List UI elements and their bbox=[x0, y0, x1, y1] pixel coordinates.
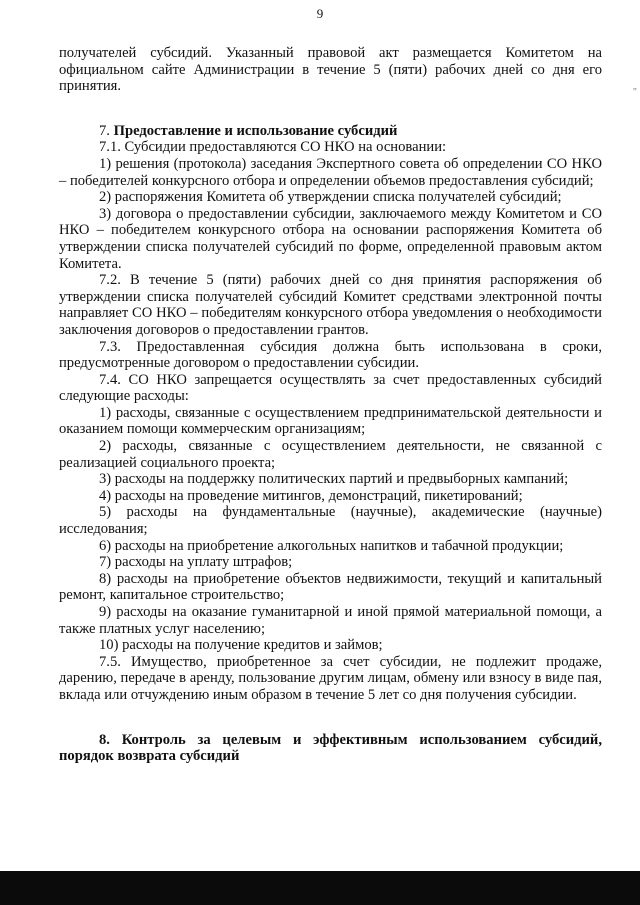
page-number: 9 bbox=[316, 6, 324, 21]
expense-item: 5) расходы на фундаментальные (научные), академические (научные) исследования; bbox=[59, 504, 602, 538]
expense-item: 3) расходы на поддержку политических партий и предвыборных кампаний; bbox=[99, 471, 569, 488]
expense-item: 9) расходы на оказание гуманитарной и иной прямой материальной помощи, а также платных услуг населению; bbox=[59, 604, 602, 637]
margin-mark: " bbox=[632, 87, 637, 98]
expense-item: 1) расходы, связанные с осуществлением предпринимательской деятельности и оказанием помощи коммерческим организациям; bbox=[59, 404, 602, 438]
clause-7-1-item-2: 2) распоряжения Комитета об утверждении списка получателей субсидий; bbox=[99, 189, 562, 206]
clause-7-1: 7.1. Субсидии предоставляются СО НКО на основании: bbox=[99, 139, 447, 156]
section-8-heading: 8. Контроль за целевым и эффективным использованием субсидий, порядок возврата субсидий bbox=[59, 731, 602, 765]
clause-7-1-item-3: 3) договора о предоставлении субсидии, заключаемого между Комитетом и СО НКО – победителем конкурсного отбора на основании распоряжения Комитета об утверждении списка получателей субсидий по форме, определенной правовым актом Комитета. bbox=[59, 205, 602, 272]
expense-item: 2) расходы, связанные с осуществлением деятельности, не связанной с реализацией социального проекта; bbox=[59, 438, 602, 471]
expense-item: 8) расходы на приобретение объектов недвижимости, текущий и капитальный ремонт, капитальное строительство; bbox=[59, 570, 602, 604]
expense-item: 7) расходы на уплату штрафов; bbox=[99, 554, 293, 571]
clause-7-1-item-1: 1) решения (протокола) заседания Экспертного совета об определении СО НКО – победителей конкурсного отбора и определении объемов предоставления субсидий; bbox=[59, 155, 602, 189]
clause-7-4: 7.4. СО НКО запрещается осуществлять за счет предоставленных субсидий следующие расходы: bbox=[59, 371, 602, 405]
clause-7-2: 7.2. В течение 5 (пяти) рабочих дней со дня принятия распоряжения об утверждении списка получателей субсидий Комитет средствами электронной почты направляет СО НКО – победителям конкурсного отбора уведомления о необходимости заключения договоров о предоставлении грантов. bbox=[59, 272, 602, 338]
intro-paragraph: получателей субсидий. Указанный правовой акт размещается Комитетом на официальном сайте Администрации в течение 5 (пяти) рабочих дней со дня его принятия. bbox=[59, 45, 602, 95]
section-7-heading bbox=[59, 123, 602, 140]
expense-item: 6) расходы на приобретение алкогольных напитков и табачной продукции; bbox=[99, 537, 564, 554]
scan-bottom-edge bbox=[0, 871, 640, 905]
clause-7-5: 7.5. Имущество, приобретенное за счет субсидии, не подлежит продаже, дарению, передаче в аренду, пользование другим лицам, обмену или взносу в виде пая, вклада или отчуждению иным образом в течение 5 лет со дня получения субсидии. bbox=[59, 653, 602, 703]
spacer bbox=[59, 95, 602, 123]
expense-item: 4) расходы на проведение митингов, демонстраций, пикетирований; bbox=[99, 487, 523, 504]
expense-item: 10) расходы на получение кредитов и займов; bbox=[99, 637, 383, 654]
section-7-title: Предоставление и использование субсидий bbox=[113, 122, 398, 139]
section-7-number: 7. bbox=[99, 122, 110, 139]
document-body bbox=[59, 45, 602, 765]
spacer bbox=[59, 704, 602, 732]
clause-7-3: 7.3. Предоставленная субсидия должна быть использована в сроки, предусмотренные договором о предоставлении субсидии. bbox=[59, 338, 602, 372]
